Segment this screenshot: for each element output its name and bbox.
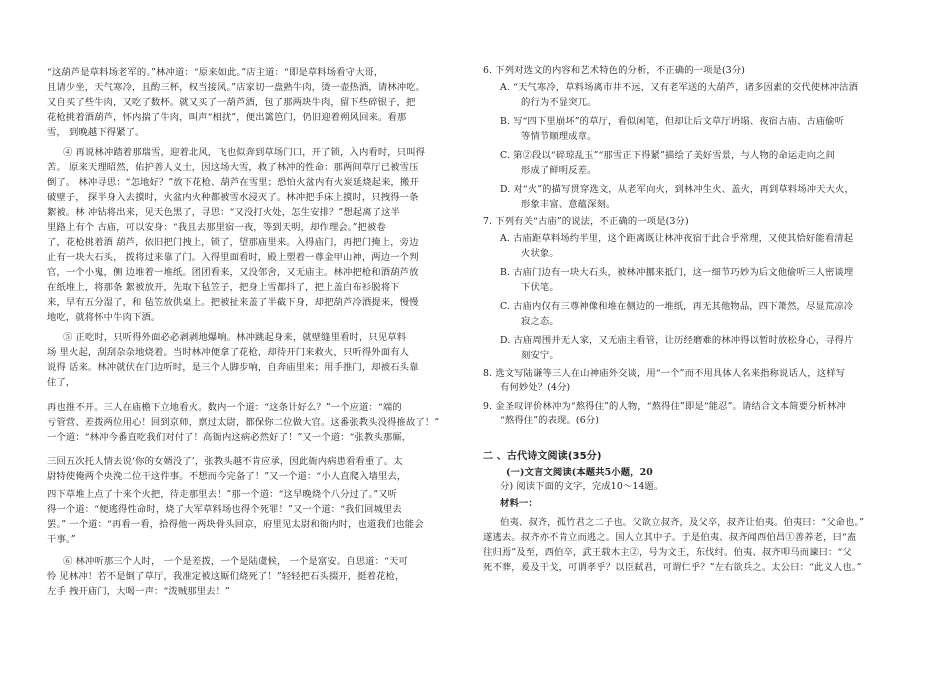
left-text-line: 说得 话来。林冲就伏在门边听时，是三个人脚步响，自奔庙里来；用手推门，却被石头靠 (47, 362, 419, 373)
option-line: B. 写“四下里崩坏”的草厅，看似闲笔，但却让后文草厅坍塌、夜宿古庙、古庙偷听 (500, 116, 845, 127)
left-text-line: 罢。” 一个道：“再看一看，拾得他一两块骨头回京，府里见太尉和衙内时，也道我们也能会 (47, 519, 424, 530)
left-text-line: 尉特使俺两个央浼二位干这件事。不想而今完备了！”又一个道：“小人直爬入墙里去， (47, 471, 407, 482)
left-text-line: 再也推不开。三人在庙檐下立地看火。数内一个道：“这条计好么？”一个应道：“端的 (47, 402, 402, 413)
left-text-line: 一个道：“林冲今番直吃我们对付了！高衙内这病必然好了！”又一个道：“张教头那厮， (47, 432, 412, 443)
left-text-line: 絮被。林 冲钻将出来，见天色黑了，寻思：“又没打火处，怎生安排？”想起离了这半 (47, 207, 400, 218)
passage-line: 伯夷、叔齐，孤竹君之二子也。父欲立叔齐，及父卒，叔齐让伯夷。伯夷曰：“父命也。” (500, 517, 865, 528)
option-line: A. 古庙距草料场约半里，这个距离既让林冲夜宿于此合乎常理，又使其恰好能看清起 (500, 233, 854, 244)
left-text-line: 苦。 原来天理昭然，佑护善人义士，因这场大雪，救了林冲的性命：那两间草厅已被雪压 (47, 162, 419, 173)
left-text-line: 怜 见林冲！若不是倒了草厅，我准定被这厮们烧死了！”轻轻把石头掇开，挺着花枪， (47, 571, 405, 582)
left-text-line: ⑤ 正吃时，只听得外面必必剥剥地爆响。林冲跳起身来，就壁缝里看时，只见草料 (63, 332, 407, 343)
option-line: A. “天气寒冷，草料场离市井不远，又有老军送的大葫芦，诸多因素的交代使林冲沽酒 (500, 82, 859, 93)
option-line: 刻安宁。 (521, 350, 559, 361)
left-text-line: 官，一个小鬼，侧 边堆着一堆纸。团团看来，又没邻舍，又无庙主。林冲把枪和酒葫芦放 (47, 267, 419, 278)
left-text-line: 又自买了些牛肉，又吃了数杯。就又买了一葫芦酒，包了那两块牛肉，留下些碎银子，把 (47, 97, 416, 108)
left-text-line: 倒了。 林冲寻思：“怎地好？”放下花枪、葫芦在雪里；恐怕火盆内有火炭延烧起来，搬开 (47, 177, 419, 188)
passage-line: 遂逃去。叔齐亦不肯立而逃之。国人立其中子。于是伯夷、叔齐闻西伯昌①善养老，曰“盍 (483, 532, 857, 543)
left-text-line: 且请少坐，天气寒冷，且酌三杯，权当接风。”店家切一盘熟牛肉，烫一壶热酒，请林冲吃。 (47, 82, 426, 93)
question-8-stem: 8. 选文写陆谦等三人在山神庙外交谈，用“一个”而不用具体人名来指称说话人，这样写 (483, 368, 846, 379)
left-text-line: 止有一块大石头， 拨将过来靠了门。入得里面看时，殿上塑着一尊金甲山神，两边一个判 (47, 252, 419, 263)
left-text-line: 三回五次托人情去说‘你的女婿没了’，张教头越不肯应承，因此衙内病患看看重了。太 (47, 456, 403, 467)
left-text-line: “这葫芦是草料场老军的。”林冲道：“原来如此。”店主道：“即是草料场看守大哥， (47, 67, 384, 78)
left-text-line: 得一个道：“便逃得性命时，烧了大军草料场也得个死罪！”又一个道：“我们回城里去 (47, 504, 402, 515)
left-text-line: 雪， 到晚越下得紧了。 (47, 127, 145, 138)
left-text-line: 亏管营、差拨两位用心！回到京师，禀过太尉，都保你二位做大官。这番张教头没得推故了！” (47, 417, 440, 428)
option-line: C. 第②段以“碎琼乱玉”“那雪正下得紧”描绘了美好雪景，与人物的命运走向之间 (500, 150, 836, 161)
option-line: C. 古庙内仅有三尊神像和堆在侧边的一堆纸，再无其他物品，四下萧然，尽显荒凉冷 (500, 301, 854, 312)
left-text-line: 了，花枪挑着酒 葫芦，依旧把门拽上，锁了，望那庙里来。入得庙门，再把门掩上，旁边 (47, 237, 419, 248)
option-line: 等情节顺理成章。 (521, 131, 597, 142)
left-text-line: 场 里火起，刮刮杂杂地烧着。当时林冲便拿了花枪，却待开门来救火，只听得外面有人 (47, 347, 410, 358)
question-9-stem: 9. 金圣叹评价林冲为“熬得住”的人物，“熬得住”即是“能忍”。请结合文本简要分析林冲 (483, 401, 846, 412)
subsection-heading: (一)文言文阅读(本题共5小题，20 (506, 467, 653, 478)
section-heading: 二 、古代诗文阅读(35分) (483, 451, 602, 462)
option-line: 的行为不显突兀。 (521, 97, 597, 108)
left-text-line: ④ 再说林冲踏着那瑞雪，迎着北风，飞也似奔到草场门口，开了锁，入内看时，只叫得 (63, 147, 426, 158)
question-8-cont: 有何妙处？(4分) (500, 382, 571, 393)
option-line: 下伏笔。 (521, 282, 559, 293)
left-text-line: 干事。” (47, 534, 76, 545)
option-line: 火状象。 (521, 248, 559, 259)
left-text-line: 住了， (47, 377, 76, 388)
option-line: 形象丰富、意蕴深刻。 (521, 199, 616, 210)
left-text-line: 花枪挑着酒葫芦，怀内揣了牛肉，叫声“相扰”，便出篱笆门，仍旧迎着朔风回来。看那 (47, 112, 407, 123)
left-text-line: 破壁子， 探半身入去摸时，火盆内火种都被雪水浸灭了。林冲把手床上摸时，只拽得一条 (47, 192, 419, 203)
subsection-instruction: 分) 阅读下面的文字，完成10～14题。 (500, 481, 664, 492)
passage-line: 死不葬，爰及干戈，可谓孝乎？以臣弑君，可谓仁乎？”左右欲兵之。太公曰：“此义人也。” (483, 562, 862, 573)
question-7-stem: 7. 下列有关“古庙”的说法，不正确的一项是(3分) (483, 216, 689, 227)
option-line: 寂之态。 (521, 316, 559, 327)
passage-line: 往归焉”及至，西伯卒，武王载木主②，号为文王，东伐纣。伯夷、叔齐叩马而谏曰：“父 (483, 547, 852, 558)
left-text-line: 左手 拽开庙门，大喝一声：“泼贼那里去！” (47, 586, 230, 597)
question-6-stem: 6. 下列对选文的内容和艺术特色的分析，不正确的一项是(3分) (483, 65, 746, 76)
question-9-cont: “熬得住”的表现。(6分) (500, 415, 599, 426)
left-text-line: 来，早有五分湿了，和 毡笠放供桌上。把被扯来盖了半截下身，却把葫芦冷酒提来，慢慢 (47, 297, 419, 308)
left-text-line: 地吃，就将怀中牛肉下酒。 (47, 312, 161, 323)
left-text-line: ⑥ 林冲听那三个人时， 一个是差拨，一个是陆虞候， 一个是富安。自思道：“天可 (63, 556, 408, 567)
left-text-line: 四下草堆上点了十来个火把，待走那里去！”那一个道：“这早晚烧个八分过了。”又听 (47, 489, 398, 500)
material-label: 材料一： (500, 498, 538, 509)
option-line: D. 对“火”的描写贯穿选文，从老军向火，到林冲生火、盖火，再到草料场冲天大火， (500, 184, 854, 195)
option-line: D. 古庙周围并无人家，又无庙主看管，让历经磨难的林冲得以暂时放松身心，寻得片 (500, 335, 854, 346)
option-line: B. 古庙门边有一块大石头，被林冲挪来抵门，这一细节巧妙为后文他偷听三人密谈埋 (500, 267, 854, 278)
left-text-line: 在纸堆上，将那条 絮被放开，先取下毡笠子，把身上雪都抖了，把上盖白布衫脱将下 (47, 282, 400, 293)
option-line: 形成了鲜明反差。 (521, 165, 597, 176)
left-text-line: 里路上有个 古庙，可以安身：“我且去那里宿一夜，等到天明，却作理会。”把被卷 (47, 222, 386, 233)
